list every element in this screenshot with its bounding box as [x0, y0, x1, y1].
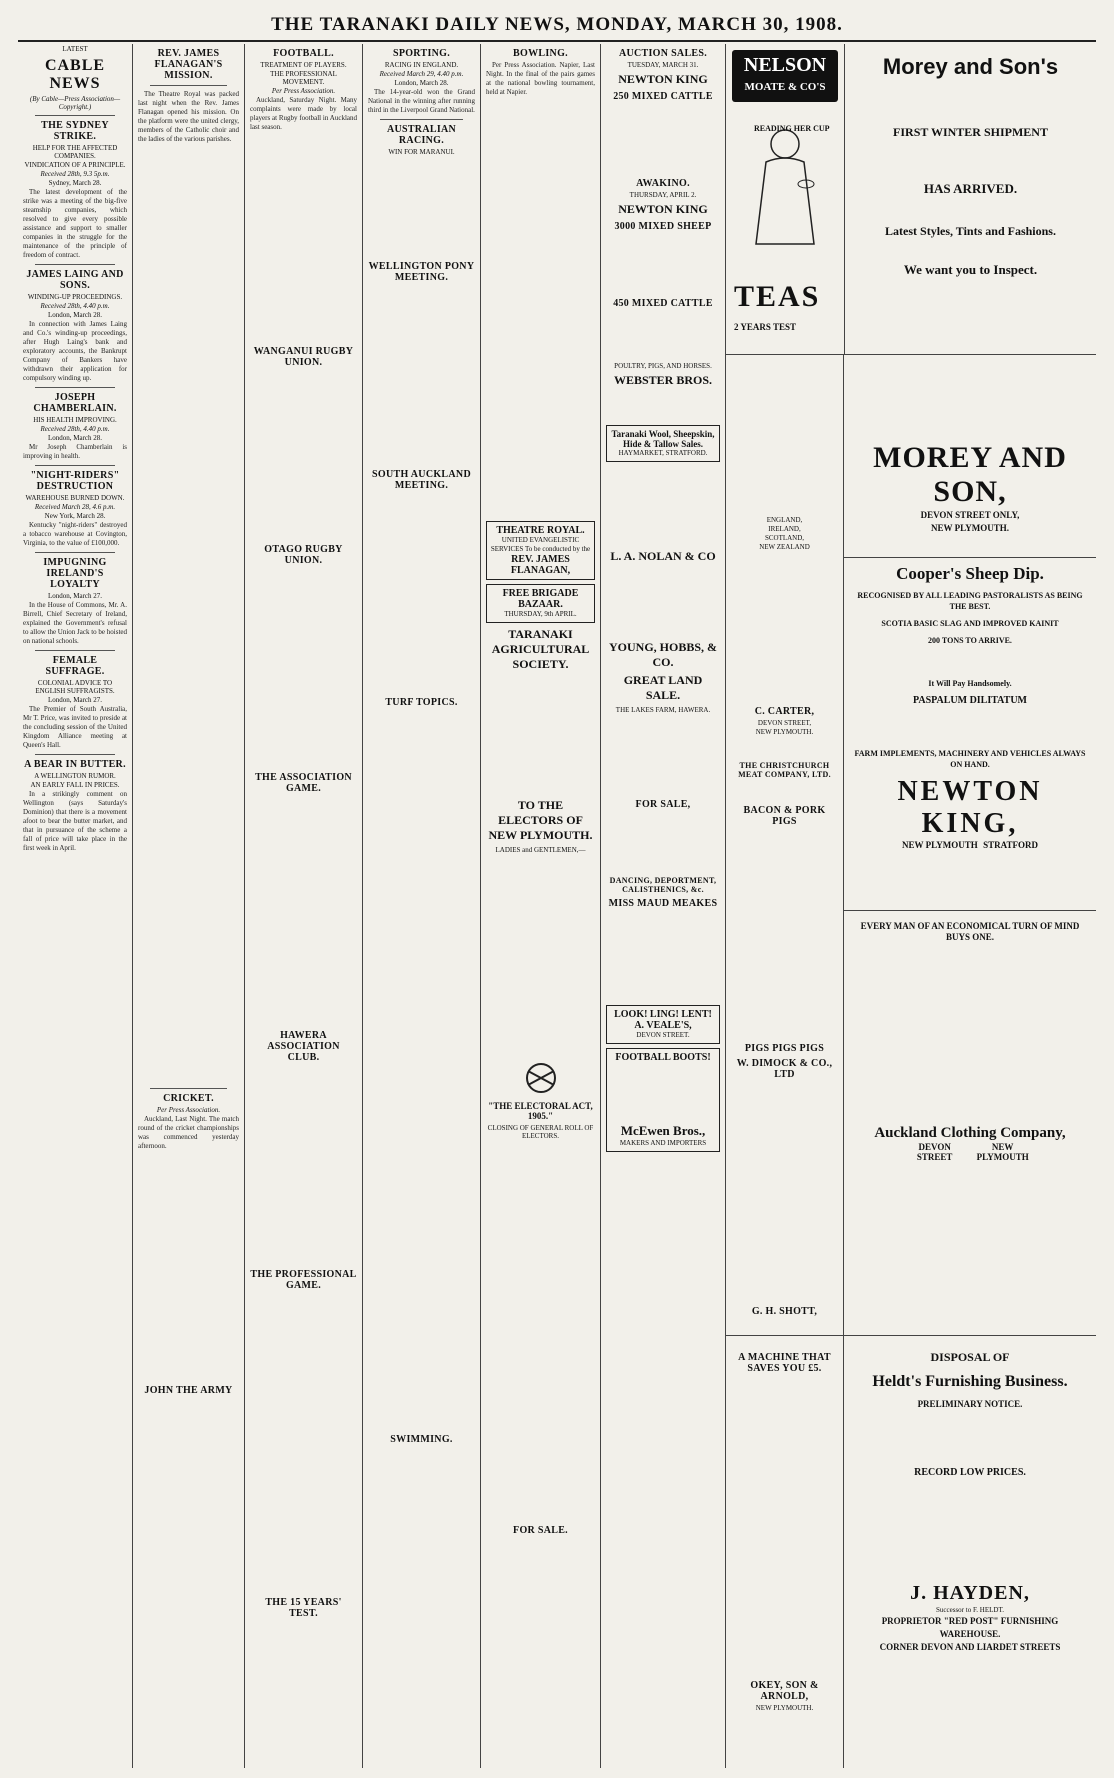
electors-notice: TO THE ELECTORS OF NEW PLYMOUTH. — [488, 798, 593, 842]
red-post-line: PROPRIETOR "RED POST" FURNISHING WAREHOUSE. — [881, 1616, 1059, 1639]
for-sale-notice: FOR SALE. — [513, 1525, 568, 1536]
bazaar-date: THURSDAY, 9th APRIL. — [504, 610, 577, 618]
story-heading: CRICKET. — [163, 1093, 214, 1104]
morey-arrived: HAS ARRIVED. — [923, 181, 1018, 196]
country-line: ENGLAND, — [766, 516, 803, 524]
nelson-teas: TEAS — [734, 280, 821, 313]
poultry-line: POULTRY, PIGS, AND HORSES. — [614, 362, 712, 370]
morey-shipment-ad — [845, 44, 1096, 354]
story-heading: FEMALE SUFFRAGE. — [45, 655, 105, 677]
story-body: In the House of Commons, Mr. A. Birrell, Chief Secretary of Ireland, explained the Government's refusal to allow the Union Jack to be hoisted on national schools. — [23, 601, 128, 645]
carter-street: DEVON STREET, — [757, 719, 812, 727]
story-sub: THE PROFESSIONAL MOVEMENT. — [270, 70, 337, 86]
cooper-recognised: RECOGNISED BY ALL LEADING PASTORALISTS AS BEING THE BEST. — [857, 591, 1083, 611]
dateline: London, March 27. — [47, 592, 103, 600]
cooper-paspalum: PASPALUM DILITATUM — [913, 695, 1027, 706]
bazaar-ad — [486, 584, 595, 623]
story-sub: RACING IN ENGLAND. — [384, 61, 459, 69]
bacon-line: BACON & PORK PIGS — [743, 805, 826, 827]
story-heading: HAWERA ASSOCIATION CLUB. — [267, 1030, 340, 1063]
morey-inspect: We want you to Inspect. — [903, 262, 1038, 277]
nelson-tea-ad — [726, 44, 845, 354]
newton-king-name: NEWTON KING — [618, 202, 708, 216]
wool-place: HAYMARKET, STRATFORD. — [618, 449, 708, 457]
received-line: Received 28th, 4.40 p.m. — [40, 425, 110, 433]
morey-shipment: FIRST WINTER SHIPMENT — [893, 125, 1048, 139]
story-body: Per Press Association. Napier, Last Night. In the final of the pairs games at the national bowling tournament, held at Napier. — [486, 61, 595, 96]
act-notice: "THE ELECTORAL ACT, 1905." — [488, 1101, 593, 1121]
story-heading: FOOTBALL. — [273, 48, 334, 59]
pigs-line: PIGS PIGS PIGS — [744, 1043, 825, 1054]
dateline: Sydney, March 28. — [48, 179, 102, 187]
story-body: The 14-year-old won the Grand National in the winning after running third in the Liverpool Grand National. — [368, 88, 475, 114]
ladies-line: LADIES and GENTLEMEN,— — [495, 846, 586, 854]
story-heading: "NIGHT-RIDERS" DESTRUCTION — [30, 470, 120, 492]
latest-label: LATEST — [62, 45, 88, 53]
column-sporting — [363, 44, 481, 1768]
dateline: London, March 28. — [394, 79, 449, 87]
sheep-line: 3000 MIXED SHEEP — [614, 221, 712, 232]
meat-company: THE CHRISTCHURCH MEAT COMPANY, LTD. — [738, 761, 831, 779]
hayden-name: J. HAYDEN, — [910, 1582, 1030, 1604]
morey-big-name: MOREY AND SON, — [873, 441, 1067, 508]
nolan-name: L. A. NOLAN & CO — [610, 549, 716, 563]
newton-king-name: NEWTON KING — [618, 72, 708, 86]
story-sub: HIS HEALTH IMPROVING. — [33, 416, 117, 424]
cattle-line: 250 MIXED CATTLE — [613, 91, 713, 102]
newspaper-title: THE TARANAKI DAILY NEWS, MONDAY, MARCH 30, 1908. — [271, 14, 843, 35]
story-heading: THE 15 YEARS' TEST. — [265, 1597, 342, 1619]
mcewen-name: McEwen Bros., — [620, 1123, 706, 1138]
theatre-body: UNITED EVANGELISTIC SERVICES To be conducted by the — [490, 536, 591, 553]
story-body: In a strikingly comment on Wellington (says Saturday's Dominion) that there is a movement afoot to bear the butter market, and that in pursuance of the scheme a fall of price will take place in the first week in April. — [23, 790, 127, 852]
lady-illustration-icon — [726, 114, 844, 264]
story-sub: AN EARLY FALL IN PRICES. — [30, 781, 120, 789]
heldt-ad — [844, 1336, 1096, 1768]
story-heading: AUSTRALIAN RACING. — [386, 124, 457, 146]
bottom-left-ads — [726, 1336, 844, 1768]
cooper-implements: FARM IMPLEMENTS, MACHINERY AND VEHICLES ALWAYS ON HAND. — [854, 749, 1086, 769]
story-body: In connection with James Laing and Co.'s winding-up proceedings, after Hugh Laing's bank and exploratory accounts, the Bankrupt Company of Bankers have withdrawn their application for compulsory winding up. — [23, 320, 127, 382]
received-line: Received 28th, 4.40 p.m. — [40, 302, 110, 310]
masthead — [18, 10, 1096, 42]
auction-day: THURSDAY, APRIL 2. — [629, 191, 697, 199]
for-sale: FOR SALE, — [635, 799, 691, 810]
story-heading: A BEAR IN BUTTER. — [24, 759, 126, 770]
morey-address: DEVON STREET ONLY, — [920, 510, 1020, 520]
column-advertisements — [726, 44, 1096, 1768]
story-heading: IMPUGNING IRELAND'S LOYALTY — [43, 557, 107, 590]
story-heading: WANGANUI RUGBY UNION. — [253, 346, 354, 368]
lakes-farm: THE LAKES FARM, HAWERA. — [615, 706, 711, 714]
heldt-name: Heldt's Furnishing Business. — [872, 1373, 1068, 1390]
story-heading: THE PROFESSIONAL GAME. — [250, 1269, 357, 1291]
dateline: London, March 28. — [47, 434, 103, 442]
press-line: Per Press Association. — [271, 87, 336, 95]
newton-right: STRATFORD — [983, 840, 1038, 850]
newton-left: NEW PLYMOUTH — [902, 840, 978, 850]
story-sub: WAREHOUSE BURNED DOWN. — [25, 494, 125, 502]
country-line: NEW ZEALAND — [759, 543, 810, 551]
cooper-heading: Cooper's Sheep Dip. — [896, 564, 1044, 583]
story-heading: THE ASSOCIATION GAME. — [255, 772, 352, 794]
story-body: Auckland, Last Night. The match round of the cricket championships was commenced yesterday afternoon. — [138, 1115, 239, 1150]
carter-name: C. CARTER, — [754, 706, 815, 717]
cooper-pay: It Will Pay Handsomely. — [928, 679, 1012, 688]
received-line: Received 28th, 9.3 5p.m. — [40, 170, 110, 178]
webster-name: WEBSTER BROS. — [613, 373, 713, 387]
story-heading: JOSEPH CHAMBERLAIN. — [33, 392, 117, 414]
rolls-notice: CLOSING OF GENERAL ROLL OF ELECTORS. — [487, 1124, 594, 1140]
story-heading: JAMES LAING AND SONS. — [26, 269, 124, 291]
received-line: Received March 29, 4.40 p.m. — [379, 70, 464, 78]
story-body: Mr Joseph Chamberlain is improving in health. — [23, 443, 127, 460]
story-heading: WELLINGTON PONY MEETING. — [368, 261, 475, 283]
dateline: London, March 27. — [47, 696, 103, 704]
story-heading: THE SYDNEY STRIKE. — [41, 120, 109, 142]
mid-right-ads — [844, 355, 1096, 1335]
mid-left-ads — [726, 355, 844, 1335]
story-sub: COLONIAL ADVICE TO ENGLISH SUFFRAGISTS. — [35, 679, 115, 695]
rev-name: REV. JAMES FLANAGAN, — [510, 554, 571, 576]
column-mission — [133, 44, 245, 1768]
hayden-successor: Successor to F. HELDT. — [936, 1606, 1004, 1614]
nelson-cup-text: READING HER CUP — [754, 124, 830, 133]
clothing-name: Auckland Clothing Company, — [874, 1125, 1066, 1141]
story-heading: SOUTH AUCKLAND MEETING. — [372, 469, 471, 491]
story-body: The Theatre Royal was packed last night when the Rev. James Flanagan opened his mission. On the platform were the united clergy, members of the Catholic choir and the ladies of the various parishes. — [138, 90, 239, 143]
cable-news-heading: CABLE NEWS — [44, 57, 106, 92]
column-football — [245, 44, 363, 1768]
every-man-line: EVERY MAN OF AN ECONOMICAL TURN OF MIND BUYS ONE. — [860, 921, 1080, 942]
theatre-name: THEATRE ROYAL. — [496, 525, 585, 536]
machine-heading: A MACHINE THAT SAVES YOU £5. — [738, 1352, 831, 1374]
boots-line: FOOTBALL BOOTS! — [615, 1052, 711, 1063]
society-notice: TARANAKI AGRICULTURAL SOCIETY. — [491, 627, 590, 671]
story-heading: BOWLING. — [513, 48, 568, 59]
carter-city: NEW PLYMOUTH. — [755, 728, 814, 736]
clothing-left: DEVON STREET — [916, 1142, 953, 1162]
newton-king-big: NEWTON KING, — [897, 776, 1043, 839]
column-auctions — [601, 44, 726, 1768]
young-name: YOUNG, HOBBS, & CO. — [608, 640, 717, 669]
column-bowling — [481, 44, 601, 1768]
cooper-scotia: SCOTIA BASIC SLAG AND IMPROVED KAINIT — [881, 619, 1059, 628]
veale-street: DEVON STREET. — [636, 1031, 690, 1039]
crest-icon — [516, 1061, 566, 1095]
awakino: AWAKINO. — [636, 178, 690, 189]
makers-line: MAKERS AND IMPORTERS — [619, 1139, 707, 1147]
received-line: Received March 28, 4.6 p.m. — [34, 503, 116, 511]
cooper-tons: 200 TONS TO ARRIVE. — [928, 636, 1012, 645]
record-low-prices: RECORD LOW PRICES. — [914, 1467, 1026, 1478]
auction-day: TUESDAY, MARCH 31. — [627, 61, 699, 69]
column-cable-news — [18, 44, 133, 1768]
miss-meakes: MISS MAUD MEAKES — [608, 898, 718, 909]
story-sub: HELP FOR THE AFFECTED COMPANIES. — [32, 144, 118, 160]
story-body: Kentucky "night-riders" destroyed a tobacco warehouse at Covington, Virginia, to the value of £100,000. — [23, 521, 127, 547]
morey-title: Morey and Son's — [882, 54, 1059, 79]
okey-city: NEW PLYMOUTH. — [755, 1704, 814, 1712]
preliminary-notice: PRELIMINARY NOTICE. — [917, 1399, 1023, 1409]
story-body: The latest development of the strike was a meeting of the big-five steamship companies, which resolved to give every possible assistance and support to smaller companies in the struggle for the maintenance of the principle of freedom of contract. — [23, 188, 127, 259]
corner-line: CORNER DEVON AND LIARDET STREETS — [879, 1642, 1061, 1652]
okey-name: OKEY, SON & ARNOLD, — [750, 1680, 819, 1702]
story-body: Auckland, Saturday Night. Many complaints were made by local players at Rugby football in Auckland last season. — [250, 96, 357, 131]
dimock-name: W. DIMOCK & CO., LTD — [736, 1058, 833, 1080]
dancing: DANCING, DEPORTMENT, CALISTHENICS, &c. — [609, 876, 717, 894]
story-sub: WINDING-UP PROCEEDINGS. — [27, 293, 123, 301]
clothing-right: NEW PLYMOUTH — [976, 1142, 1029, 1162]
dateline: New York, March 28. — [44, 512, 106, 520]
morey-city: NEW PLYMOUTH. — [930, 523, 1009, 533]
story-heading: SPORTING. — [392, 48, 451, 59]
story-body: The Premier of South Australia, Mr T. Price, was invited to preside at the concluding session of the United Kingdom Alliance meeting at Queen's Hall. — [23, 705, 127, 749]
auction-heading: AUCTION SALES. — [618, 48, 708, 59]
story-sub: A WELLINGTON RUMOR. — [34, 772, 116, 780]
theatre-ad — [486, 521, 595, 580]
wool-ad — [606, 425, 720, 462]
nelson-logo-l2: MOATE & CO'S — [744, 81, 826, 93]
dateline: London, March 28. — [47, 311, 103, 319]
story-heading: JOHN THE ARMY — [144, 1385, 233, 1396]
bazaar-title: FREE BRIGADE BAZAAR. — [502, 588, 579, 610]
story-sub: WIN FOR MARANUI. — [388, 148, 455, 156]
veale-name: A. VEALE'S, — [634, 1020, 692, 1031]
look-line: LOOK! LING! LENT! — [614, 1009, 712, 1020]
shott-name: G. H. SHOTT, — [751, 1306, 818, 1317]
nelson-logo-l1: NELSON — [743, 54, 827, 76]
nelson-logo — [732, 50, 838, 102]
cable-news-sub: (By Cable—Press Association—Copyright.) — [29, 95, 121, 111]
story-heading: TURF TOPICS. — [385, 697, 458, 708]
country-line: IRELAND, — [768, 525, 801, 533]
story-heading: REV. JAMES FLANAGAN'S MISSION. — [154, 48, 223, 81]
great-land-sale: GREAT LAND SALE. — [623, 673, 703, 702]
story-sub: Per Press Association. — [156, 1106, 221, 1114]
disposal-heading: DISPOSAL OF — [930, 1350, 1010, 1364]
story-heading: SWIMMING. — [390, 1434, 453, 1445]
story-heading: OTAGO RUGBY UNION. — [264, 544, 343, 566]
wool-title: Taranaki Wool, Sheepskin, Hide & Tallow Sales. — [611, 429, 715, 449]
veale-ad — [606, 1005, 720, 1044]
cattle-line: 450 MIXED CATTLE — [613, 298, 713, 309]
newspaper-page — [18, 44, 1096, 1768]
story-sub: TREATMENT OF PLAYERS. — [260, 61, 347, 69]
story-sub: VINDICATION OF A PRINCIPLE. — [24, 161, 126, 169]
nelson-years: 2 YEARS TEST — [734, 322, 797, 332]
mcewen-ad — [606, 1048, 720, 1152]
country-line: SCOTLAND, — [764, 534, 805, 542]
morey-styles: Latest Styles, Tints and Fashions. — [885, 224, 1056, 238]
